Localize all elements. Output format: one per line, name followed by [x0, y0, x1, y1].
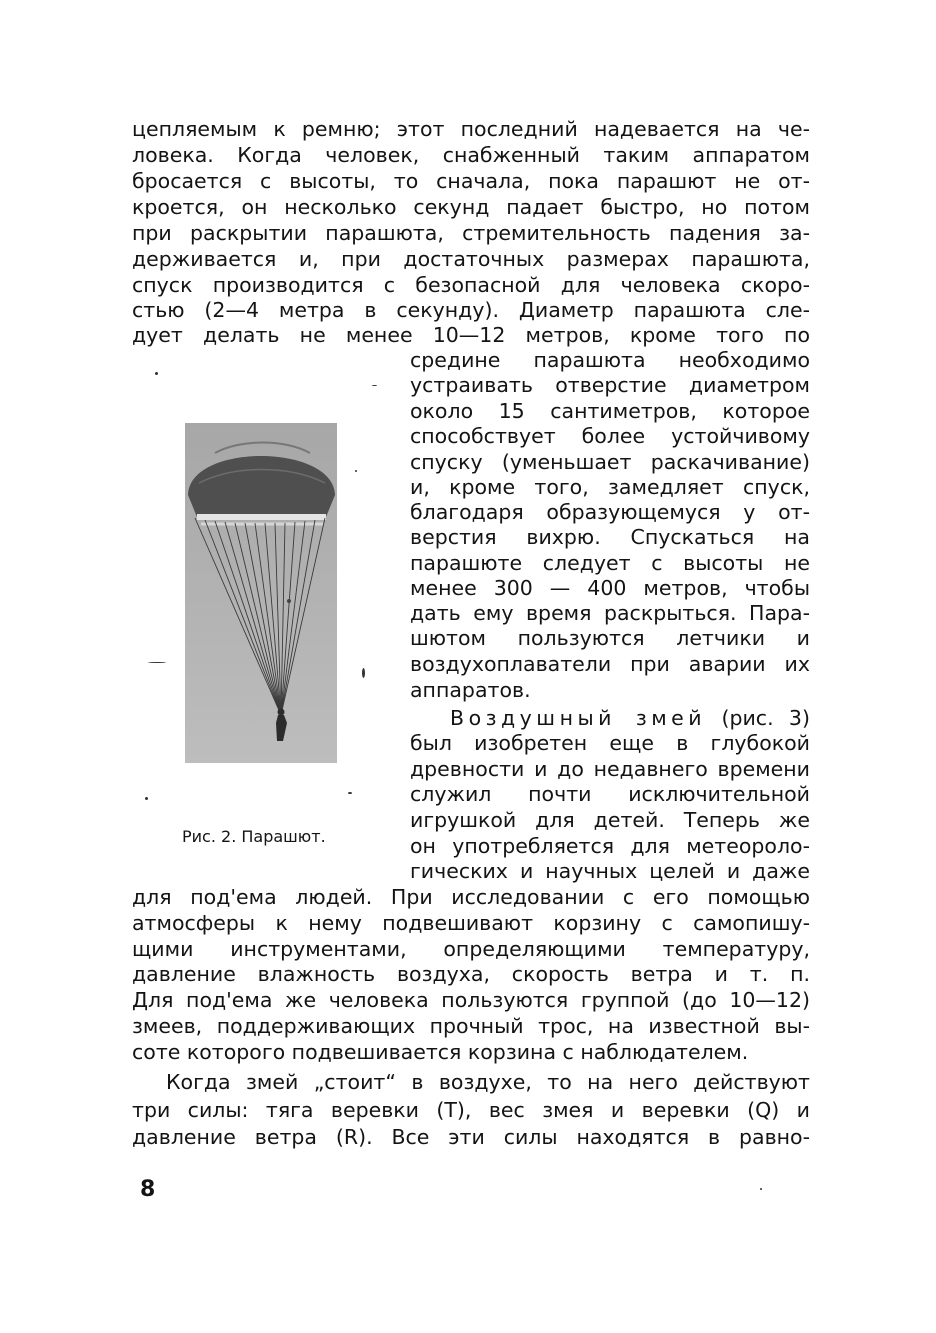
scan-speck [372, 385, 377, 386]
text-line: Для под'ема же человека пользуются группой (до 10—12) [132, 988, 810, 1012]
kite-heading-line [450, 705, 810, 731]
text-line: игрушкой для детей. Теперь же [410, 808, 810, 832]
scan-speck [355, 470, 357, 472]
scan-speck [362, 668, 365, 678]
page-number: 8 [140, 1177, 156, 1202]
text-line: аппаратов. [410, 678, 531, 702]
text-line: давление влажность воздуха, скорость ветра и т. п. [132, 962, 810, 986]
text-line: Когда змей „стоит“ в воздухе, то на него действуют [166, 1070, 810, 1094]
text-line: держивается и, при достаточных размерах парашюта, [132, 247, 810, 271]
kite-heading-ref: (рис. 3) [721, 706, 810, 730]
text-line: атмосферы к нему подвешивают корзину с самопишу- [132, 911, 810, 935]
scan-speck [348, 792, 352, 794]
text-line: щими инструментами, определяющими температуру, [132, 937, 810, 961]
text-line: парашюте следует с высоты не [410, 551, 810, 575]
text-line: средине парашюта необходимо [410, 348, 810, 372]
text-line: давление ветра (R). Все эти силы находятся в равно- [132, 1125, 810, 1149]
scan-speck [148, 662, 166, 663]
text-line: он употребляется для метеороло- [410, 834, 810, 858]
text-line: верстия вихрю. Спускаться на [410, 525, 810, 549]
scan-speck [155, 372, 158, 375]
text-line: был изобретен еще в глубокой [410, 731, 810, 755]
text-line: бросается с высоты, то сначала, пока парашют не от- [132, 169, 810, 193]
text-line: ловека. Когда человек, снабженный таким аппаратом [132, 143, 810, 167]
text-line: около 15 сантиметров, которое [410, 399, 810, 423]
text-line: спуск производится с безопасной для человека скоро- [132, 273, 810, 297]
scan-speck [760, 1188, 762, 1190]
scan-speck [145, 797, 148, 800]
parachute-photo [185, 423, 337, 763]
text-line: цепляемым к ремню; этот последний надевается на че- [132, 117, 810, 141]
text-line: устраивать отверстие диаметром [410, 373, 810, 397]
text-line: для под'ема людей. При исследовании с его помощью [132, 885, 810, 909]
text-line: дать ему время раскрыться. Пара- [410, 601, 810, 625]
text-line: соте которого подвешивается корзина с наблюдателем. [132, 1040, 749, 1064]
text-line: кроется, он несколько секунд падает быстро, но потом [132, 195, 810, 219]
text-line: воздухоплаватели при аварии их [410, 652, 810, 676]
text-line: гических и научных целей и даже [410, 859, 810, 883]
text-line: дует делать не менее 10—12 метров, кроме того по [132, 323, 810, 347]
text-line: менее 300 — 400 метров, чтобы [410, 576, 810, 600]
figure-caption: Рис. 2. Парашют. [182, 827, 326, 846]
kite-heading: Воздушный змей [450, 706, 707, 730]
text-line: благодаря образующемуся у от- [410, 500, 810, 524]
text-line: древности и до недавнего времени [410, 757, 810, 781]
text-line: змеев, поддерживающих прочный трос, на известной вы- [132, 1014, 810, 1038]
text-line: три силы: тяга веревки (T), вес змея и веревки (Q) и [132, 1098, 810, 1122]
text-line: спуску (уменьшает раскачивание) [410, 450, 810, 474]
text-line: при раскрытии парашюта, стремительность падения за- [132, 221, 810, 245]
text-line: способствует более устойчивому [410, 424, 810, 448]
text-line: стью (2—4 метра в секунду). Диаметр парашюта сле- [132, 298, 810, 322]
text-line: и, кроме того, замедляет спуск, [410, 475, 810, 499]
text-line: служил почти исключительной [410, 782, 810, 806]
text-line: шютом пользуются летчики и [410, 626, 810, 650]
